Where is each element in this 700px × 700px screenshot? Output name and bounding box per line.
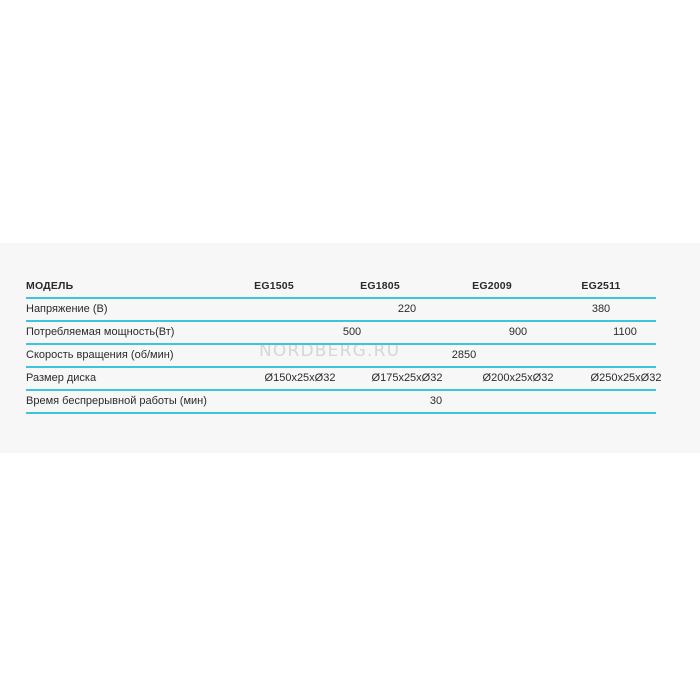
row-label-rotation-speed: Скорость вращения (об/мин) <box>26 349 174 361</box>
table-row-rotation-speed <box>26 345 656 368</box>
voltage-value-eg1505-eg2009: 220 <box>397 303 417 315</box>
row-label-voltage: Напряжение (В) <box>26 303 108 315</box>
header-model-eg1505: EG1505 <box>254 280 294 292</box>
rotation-speed-value: 2850 <box>451 349 477 361</box>
table-header-row <box>26 276 656 299</box>
row-label-continuous-operation: Время беспрерывной работы (мин) <box>26 395 207 407</box>
continuous-operation-value: 30 <box>429 395 443 407</box>
power-value-eg2009: 900 <box>508 326 528 338</box>
power-value-eg2511: 1100 <box>613 326 637 338</box>
disc-size-value-eg2009: Ø200x25xØ32 <box>482 372 554 384</box>
disc-size-value-eg1505: Ø150x25xØ32 <box>264 372 336 384</box>
disc-size-value-eg1805: Ø175x25xØ32 <box>371 372 443 384</box>
table-row-power <box>26 322 656 345</box>
header-model-eg1805: EG1805 <box>360 280 400 292</box>
power-value-eg1505-eg1805: 500 <box>342 326 362 338</box>
voltage-value-eg2511: 380 <box>591 303 611 315</box>
row-label-disc-size: Размер диска <box>26 372 97 384</box>
table-row-voltage <box>26 299 656 322</box>
disc-size-value-eg2511: Ø250x25xØ32 <box>590 372 662 384</box>
header-model-eg2511: EG2511 <box>581 280 621 292</box>
table-row-continuous-operation <box>26 391 656 414</box>
table-row-disc-size <box>26 368 662 391</box>
row-label-power: Потребляемая мощность(Вт) <box>26 326 175 338</box>
header-model-eg2009: EG2009 <box>472 280 512 292</box>
header-model-label: МОДЕЛЬ <box>26 280 74 292</box>
specifications-table <box>26 276 662 414</box>
watermark: NORDBERG.RU <box>259 341 401 361</box>
